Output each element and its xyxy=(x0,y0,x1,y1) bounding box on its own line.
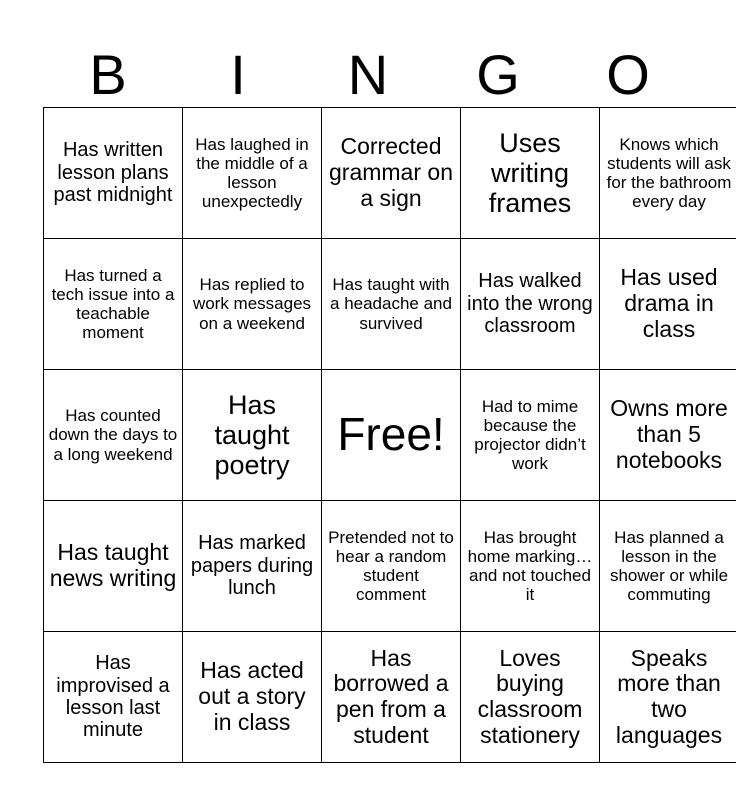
header-letter-i: I xyxy=(230,43,246,106)
bingo-cell[interactable]: Has counted down the days to a long weekend xyxy=(44,370,183,501)
bingo-cell[interactable]: Corrected grammar on a sign xyxy=(322,108,461,239)
bingo-cell[interactable]: Owns more than 5 notebooks xyxy=(600,370,736,501)
free-space-cell[interactable]: Free! xyxy=(322,370,461,501)
bingo-cell[interactable]: Uses writing frames xyxy=(461,108,600,239)
bingo-cell[interactable]: Has borrowed a pen from a student xyxy=(322,632,461,763)
board-row xyxy=(44,501,736,632)
bingo-cell[interactable]: Has taught with a headache and survived xyxy=(322,239,461,370)
bingo-cell[interactable]: Has laughed in the middle of a lesson unexpectedly xyxy=(183,108,322,239)
bingo-cell[interactable]: Pretended not to hear a random student comment xyxy=(322,501,461,632)
header-letter-o: O xyxy=(606,43,650,106)
bingo-board xyxy=(43,107,736,763)
header-letter-b: B xyxy=(89,43,127,106)
board-row xyxy=(44,370,736,501)
board-row xyxy=(44,239,736,370)
bingo-cell[interactable]: Speaks more than two languages xyxy=(600,632,736,763)
bingo-cell[interactable]: Has taught poetry xyxy=(183,370,322,501)
board-row xyxy=(44,108,736,239)
header-letter-n: N xyxy=(347,43,389,106)
board-row xyxy=(44,632,736,763)
bingo-cell[interactable]: Has brought home marking… and not touched it xyxy=(461,501,600,632)
bingo-cell[interactable]: Has used drama in class xyxy=(600,239,736,370)
bingo-cell[interactable]: Has acted out a story in class xyxy=(183,632,322,763)
bingo-cell[interactable]: Has turned a tech issue into a teachable moment xyxy=(44,239,183,370)
bingo-cell[interactable]: Has written lesson plans past midnight xyxy=(44,108,183,239)
header-letter-g: G xyxy=(476,43,520,106)
bingo-cell[interactable]: Has marked papers during lunch xyxy=(183,501,322,632)
bingo-cell[interactable]: Has improvised a lesson last minute xyxy=(44,632,183,763)
bingo-cell[interactable]: Loves buying classroom stationery xyxy=(461,632,600,763)
bingo-header xyxy=(43,44,693,106)
bingo-cell[interactable]: Knows which students will ask for the bathroom every day xyxy=(600,108,736,239)
bingo-cell[interactable]: Has replied to work messages on a weekend xyxy=(183,239,322,370)
bingo-cell[interactable]: Has planned a lesson in the shower or while commuting xyxy=(600,501,736,632)
bingo-cell[interactable]: Has walked into the wrong classroom xyxy=(461,239,600,370)
bingo-cell[interactable]: Had to mime because the projector didn’t work xyxy=(461,370,600,501)
bingo-cell[interactable]: Has taught news writing xyxy=(44,501,183,632)
